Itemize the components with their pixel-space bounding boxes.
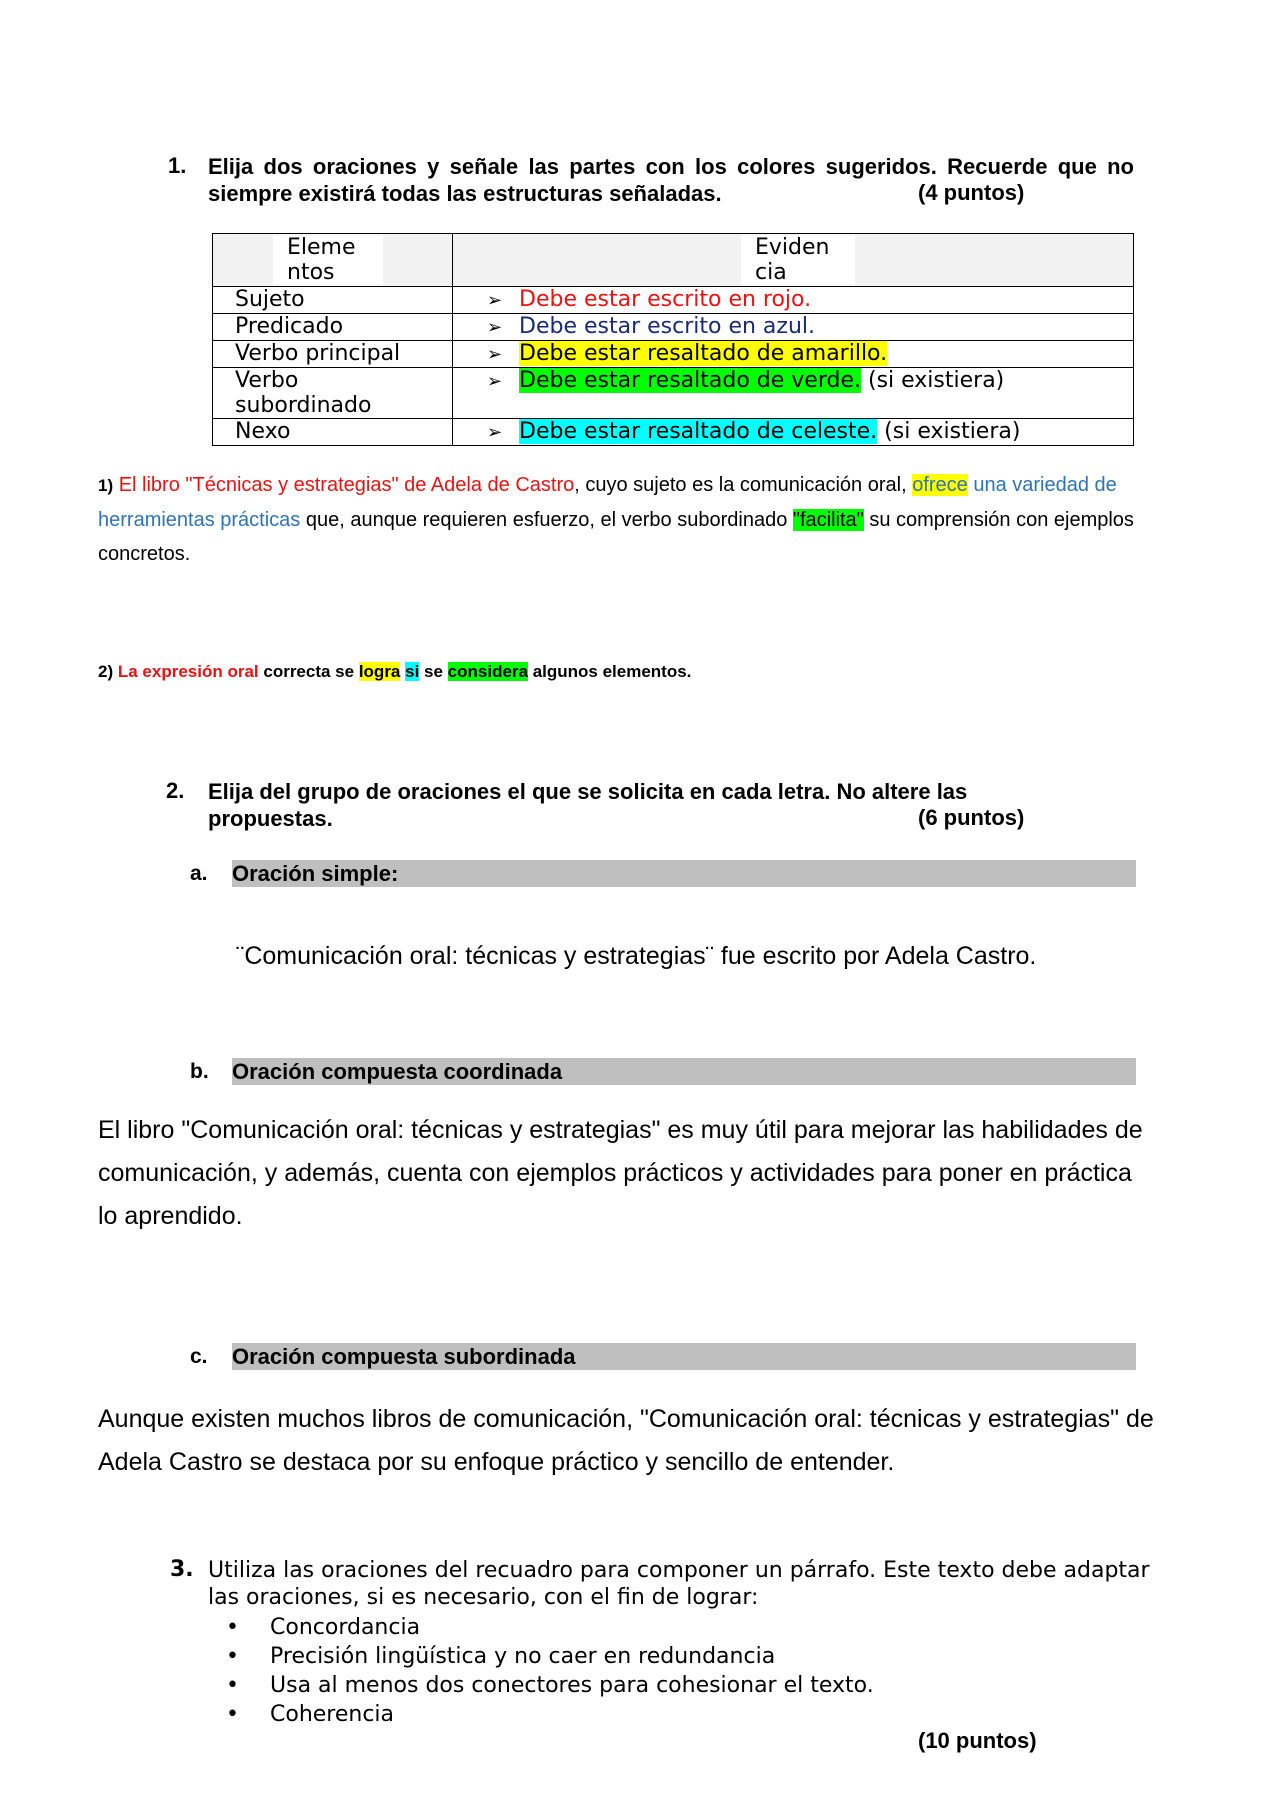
- q2a-answer: ¨Comunicación oral: técnicas y estrategias¨ fue escrito por Adela Castro.: [236, 942, 1037, 970]
- arrow-bullet-icon: ➢: [487, 422, 503, 443]
- example-1-predicate: una variedad de herramientas prácticas: [98, 474, 1117, 531]
- q2-points: (6 puntos): [918, 805, 1025, 830]
- header-elements-label: Elementos: [273, 235, 383, 285]
- q2b-title: Oración compuesta coordinada: [232, 1058, 1136, 1085]
- evidence-text: Debe estar resaltado de celeste.: [519, 419, 878, 444]
- elements-table: [212, 233, 1134, 446]
- q2c-answer: Aunque existen muchos libros de comunicación, "Comunicación oral: técnicas y estrategias" de Adela Castro se destaca por su enfoque práctico y sencillo de entender.: [98, 1405, 1154, 1476]
- q2-text: Elija del grupo de oraciones el que se solicita en cada letra. No altere las propuestas.: [208, 779, 968, 831]
- example-1-mid2: que, aunque requieren esfuerzo, el verbo subordinado: [300, 509, 793, 531]
- arrow-bullet-icon: ➢: [487, 371, 503, 392]
- header-evidence-label: Evidencia: [741, 235, 855, 285]
- list-item: • Concordancia: [208, 1613, 1158, 1642]
- table-cell-evidence: [453, 368, 1134, 419]
- example-2-nexo: si: [405, 662, 420, 681]
- list-item: • Coherencia: [208, 1700, 1158, 1729]
- q2a-title: Oración simple:: [232, 860, 1136, 887]
- list-item: • Usa al menos dos conectores para cohesionar el texto.: [208, 1671, 1158, 1700]
- q3-criteria-list: [208, 1613, 1158, 1729]
- q2b-answer: El libro "Comunicación oral: técnicas y estrategias" es muy útil para mejorar las habilidades de comunicación, y además, cuenta con ejemplos prácticos y actividades para poner en práctica lo aprendido.: [98, 1116, 1143, 1230]
- table-cell-element: Sujeto: [213, 287, 453, 314]
- example-1-number: 1): [98, 476, 114, 495]
- evidence-extra: (si existiera): [877, 419, 1021, 444]
- arrow-bullet-icon: ➢: [487, 290, 503, 311]
- example-2: [98, 662, 691, 682]
- evidence-text: Debe estar escrito en rojo.: [519, 287, 812, 312]
- table-row: [213, 341, 1134, 368]
- q2b-letter: b.: [190, 1060, 209, 1083]
- example-1-subject: El libro "Técnicas y estrategias" de Adela de Castro: [118, 474, 575, 496]
- table-cell-element: Nexo: [213, 419, 453, 446]
- example-1-mid: , cuyo sujeto es la comunicación oral,: [574, 474, 913, 496]
- example-1: [98, 468, 1178, 571]
- q2c-title: Oración compuesta subordinada: [232, 1343, 1136, 1370]
- table-row: [213, 419, 1134, 446]
- q1-text: Elija dos oraciones y señale las partes con los colores sugeridos. Recuerde que no siempre existirá todas las estructuras señaladas.: [208, 154, 1134, 206]
- evidence-text: Debe estar resaltado de amarillo.: [519, 341, 888, 366]
- table-cell-evidence: [453, 314, 1134, 341]
- evidence-text: Debe estar resaltado de verde.: [519, 368, 861, 393]
- arrow-bullet-icon: ➢: [487, 317, 503, 338]
- q2-number: 2.: [166, 778, 185, 803]
- evidence-extra: (si existiera): [861, 368, 1005, 393]
- q1-points: (4 puntos): [918, 180, 1025, 205]
- table-header-elements: [213, 234, 453, 287]
- example-2-mid2: se: [419, 662, 448, 681]
- table-cell-evidence: [453, 287, 1134, 314]
- table-cell-element: Predicado: [213, 314, 453, 341]
- evidence-text: Debe estar escrito en azul.: [519, 314, 815, 339]
- table-header-evidence: [453, 234, 1134, 287]
- q1-number: 1.: [168, 153, 187, 178]
- example-1-verb: ofrece: [912, 474, 968, 496]
- table-row: [213, 314, 1134, 341]
- example-2-verb: logra: [358, 662, 401, 681]
- table-row: [213, 368, 1134, 419]
- table-cell-element: Verbo principal: [213, 341, 453, 368]
- table-header-row: [213, 234, 1134, 287]
- q2c-letter: c.: [190, 1345, 208, 1368]
- table-cell-evidence: [453, 341, 1134, 368]
- example-2-mid: correcta se: [258, 662, 359, 681]
- table-cell-evidence: [453, 419, 1134, 446]
- q3-points: (10 puntos): [918, 1728, 1037, 1753]
- list-item: • Precisión lingüística y no caer en redundancia: [208, 1642, 1158, 1671]
- example-1-end: su comprensión con ejemplos concretos.: [98, 509, 1134, 565]
- table-row: [213, 287, 1134, 314]
- example-2-subverb: considera: [447, 662, 528, 681]
- example-2-end: algunos elementos.: [527, 662, 692, 681]
- example-1-subverb: "facilita": [792, 509, 864, 531]
- example-2-subject: La expresión oral: [117, 662, 259, 681]
- arrow-bullet-icon: ➢: [487, 344, 503, 365]
- q3-number: 3.: [170, 1557, 194, 1582]
- example-2-number: 2): [98, 662, 114, 681]
- q2a-letter: a.: [190, 862, 208, 885]
- q3-text: Utiliza las oraciones del recuadro para componer un párrafo. Este texto debe adaptar las oraciones, si es necesario, con el fin de lograr:: [208, 1558, 1150, 1610]
- table-cell-element: Verbo subordinado: [213, 368, 453, 419]
